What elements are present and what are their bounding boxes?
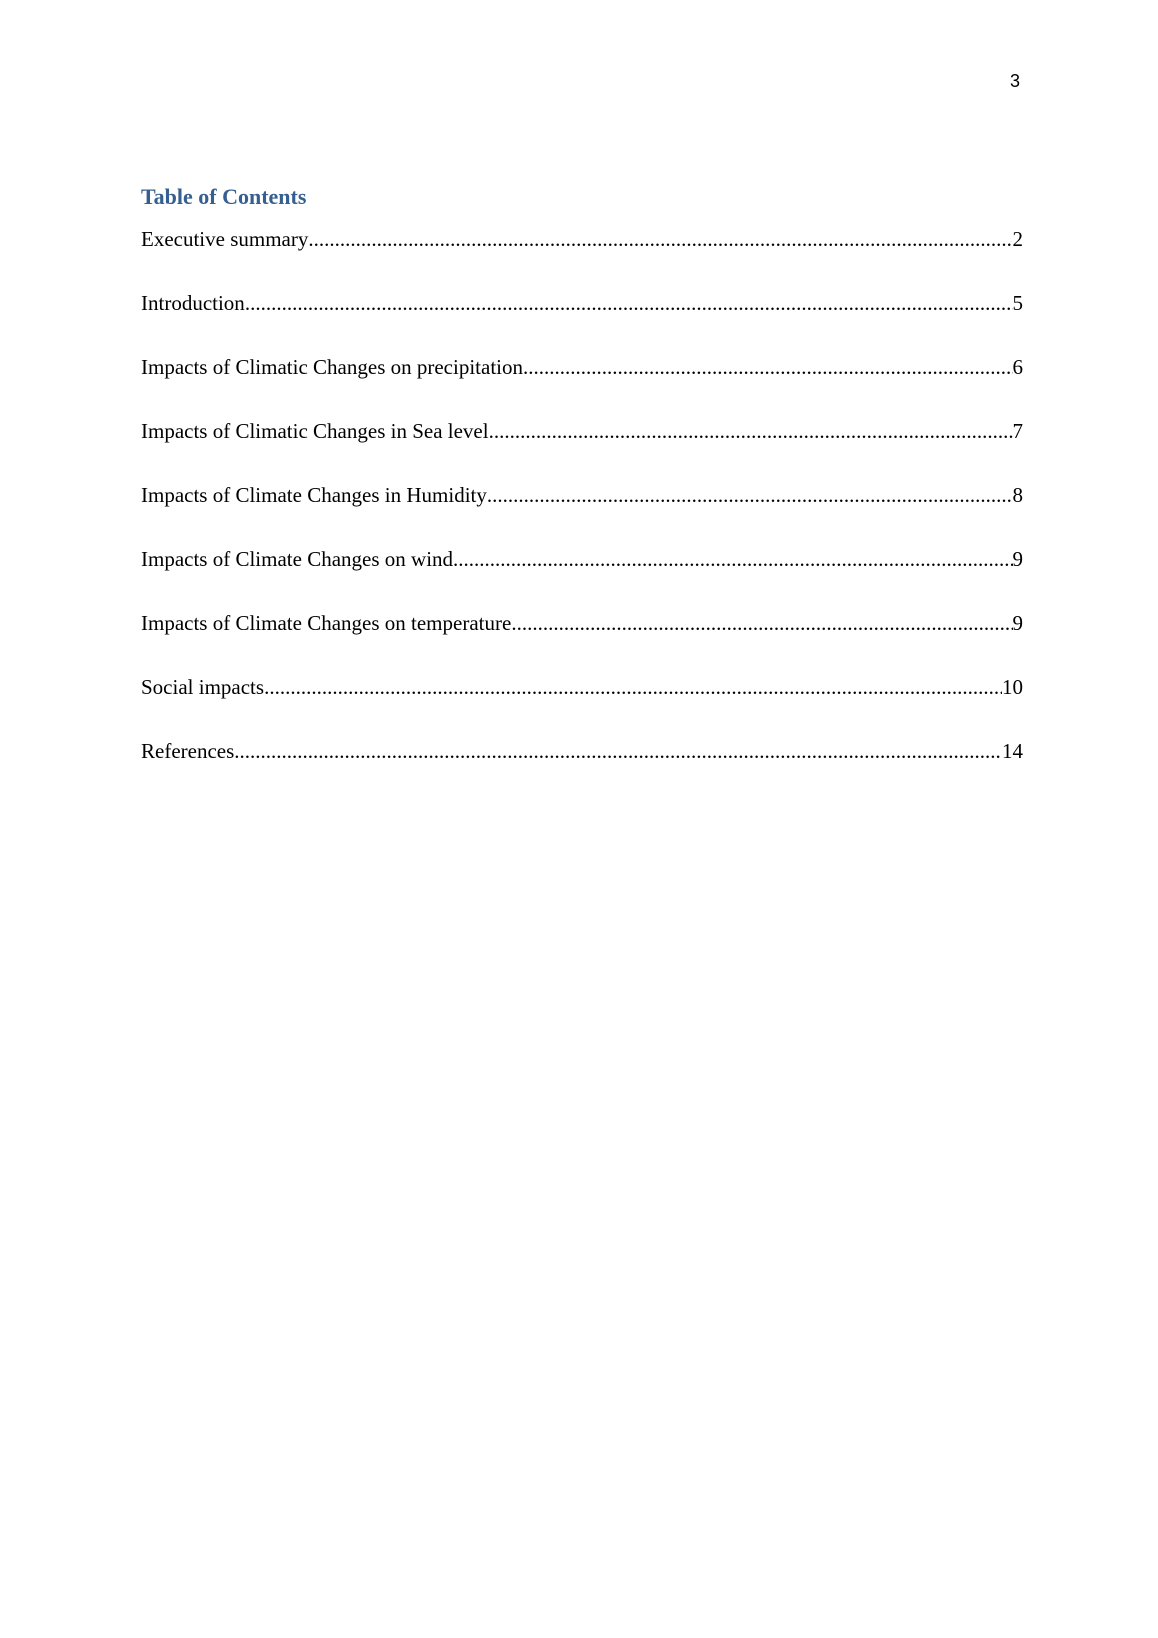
toc-entry-sea-level[interactable]: [141, 417, 1023, 481]
toc-entry-title: Impacts of Climatic Changes on precipitation: [141, 355, 523, 379]
toc-entry-page: 9: [1012, 611, 1023, 635]
toc-entry-temperature[interactable]: [141, 609, 1023, 673]
toc-dot-leader: [234, 737, 1002, 765]
toc-dot-leader: [264, 673, 1002, 701]
toc-entry-references[interactable]: [141, 737, 1023, 801]
table-of-contents: [141, 183, 1023, 801]
toc-heading: Table of Contents: [141, 184, 307, 209]
toc-entry-title: References: [141, 739, 235, 763]
toc-entry-title: Social impacts: [141, 675, 265, 699]
toc-dot-leader: [511, 609, 1012, 637]
toc-entry-page: 14: [1002, 739, 1023, 763]
toc-entry-wind[interactable]: [141, 545, 1023, 609]
toc-dot-leader: [453, 545, 1012, 573]
toc-entry-precipitation[interactable]: [141, 353, 1023, 417]
toc-entry-page: 6: [1012, 355, 1023, 379]
toc-dot-leader: [487, 481, 1013, 509]
toc-entry-title: Impacts of Climate Changes on temperature: [141, 611, 512, 635]
toc-entry-title: Impacts of Climate Changes on wind: [141, 547, 454, 571]
toc-entry-page: 9: [1012, 547, 1023, 571]
page-number: 3: [1009, 71, 1020, 91]
toc-entry-introduction[interactable]: [141, 289, 1023, 353]
toc-entry-executive-summary[interactable]: [141, 225, 1023, 289]
toc-entry-page: 2: [1012, 227, 1023, 251]
toc-dot-leader: [523, 353, 1013, 381]
toc-entry-title: Impacts of Climatic Changes in Sea level: [141, 419, 489, 443]
toc-dot-leader: [489, 417, 1013, 445]
toc-entry-title: Executive summary: [141, 227, 309, 251]
toc-entry-title: Impacts of Climate Changes in Humidity: [141, 483, 487, 507]
toc-dot-leader: [245, 289, 1013, 317]
toc-entry-page: 5: [1012, 291, 1023, 315]
toc-dot-leader: [308, 225, 1012, 253]
toc-entry-page: 8: [1012, 483, 1023, 507]
toc-entry-page: 10: [1002, 675, 1023, 699]
toc-entry-social-impacts[interactable]: [141, 673, 1023, 737]
toc-entry-humidity[interactable]: [141, 481, 1023, 545]
toc-entry-title: Introduction: [141, 291, 245, 315]
toc-entry-list: [141, 225, 1023, 801]
toc-entry-page: 7: [1012, 419, 1023, 443]
